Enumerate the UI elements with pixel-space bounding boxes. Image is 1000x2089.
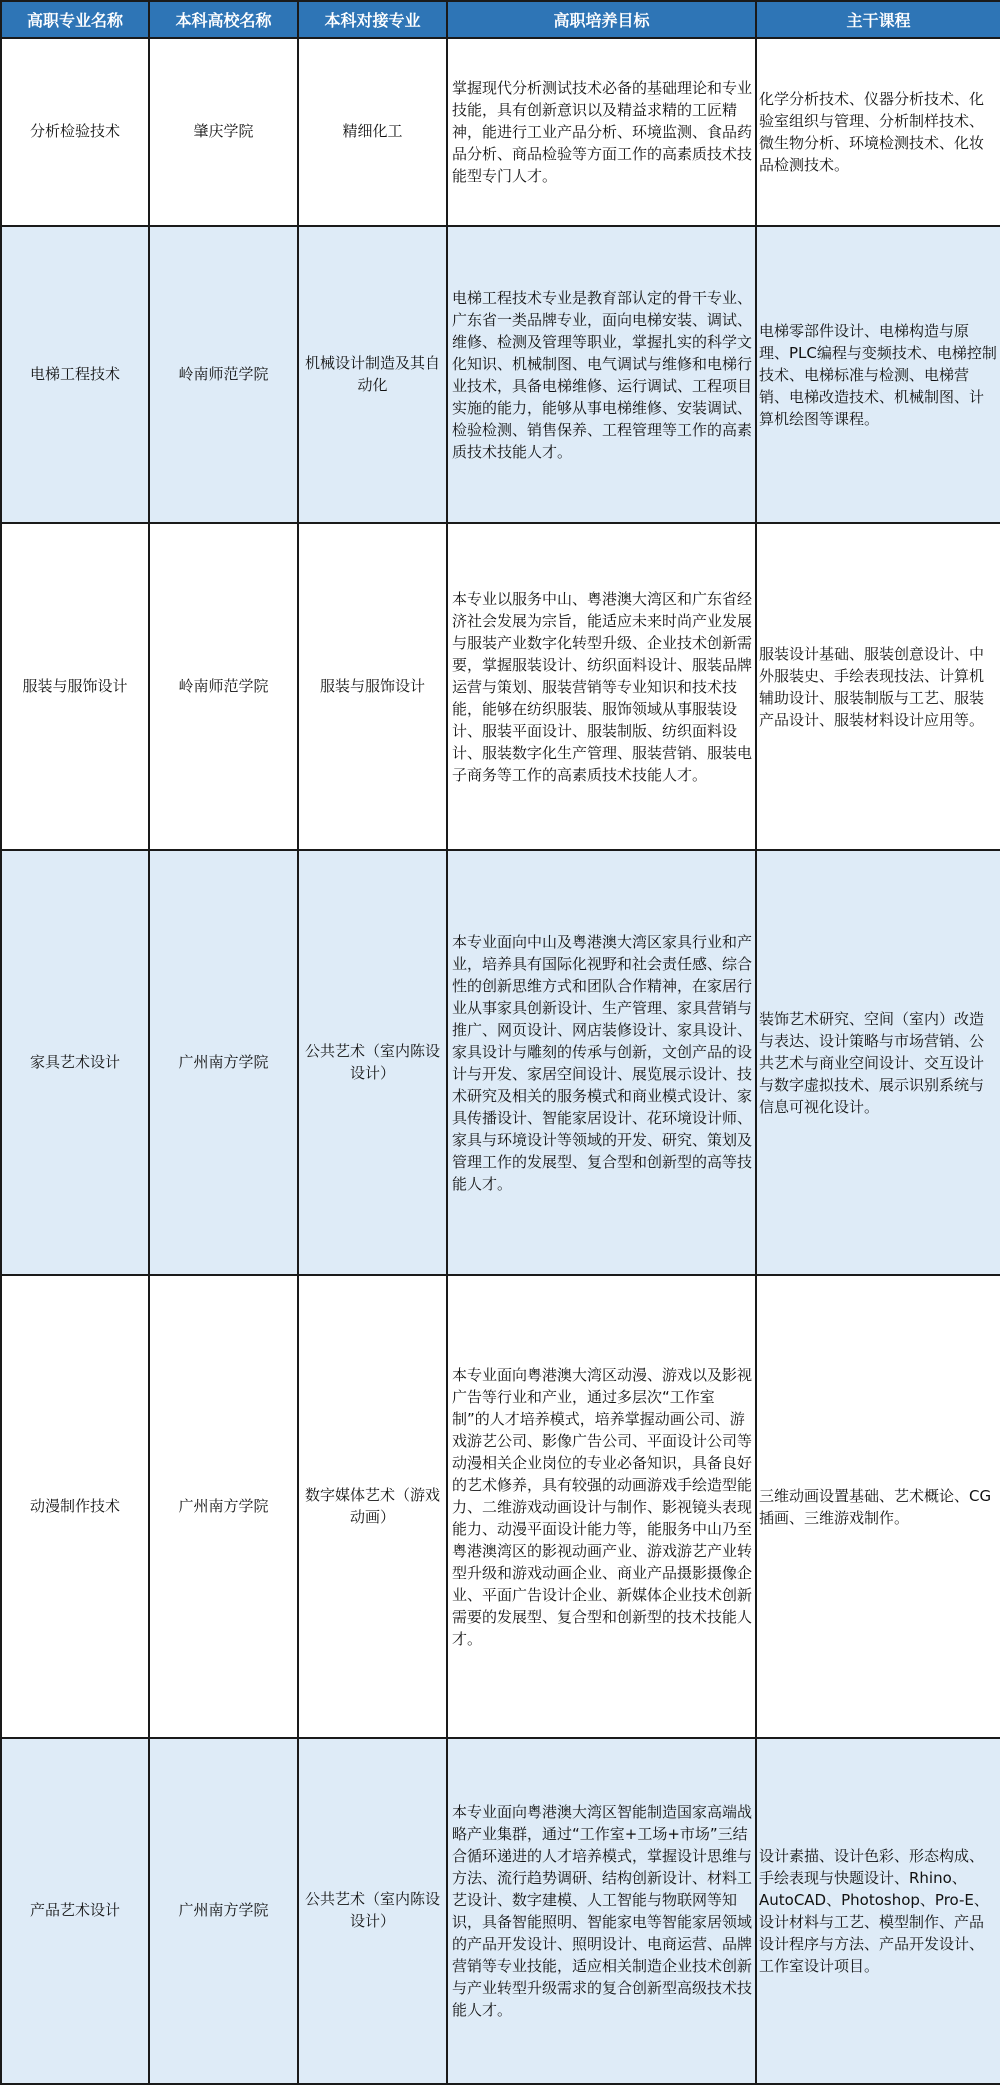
- cell-goal: 本专业面向粤港澳大湾区动漫、游戏以及影视广告等行业和产业，通过多层次“工作室制”的人才培养模式，培养掌握动画公司、游戏游艺公司、影像广告公司、平面设计公司等动漫相关企业岗位的专业必备知识，具备良好的艺术修养，具有较强的动画游戏手绘造型能力、二维游戏动画设计与制作、影视镜头表现能力、动漫平面设计能力等，能服务中山乃至粤港澳湾区的影视动画产业、游戏游艺产业转型升级和游戏动画企业、商业产品摄影摄像企业、平面广告设计企业、新媒体企业技术创新需要的发展型、复合型和创新型的技术技能人才。: [447, 1275, 756, 1738]
- cell-university: 广州南方学院: [149, 850, 298, 1275]
- table-row: [1, 1275, 1000, 1738]
- cell-goal: 掌握现代分析测试技术必备的基础理论和专业技能，具有创新意识以及精益求精的工匠精神，能进行工业产品分析、环境监测、食品药品分析、商品检验等方面工作的高素质技术技能型专门人才。: [447, 38, 756, 226]
- cell-target-major: 公共艺术（室内陈设设计）: [298, 850, 447, 1275]
- header-goal: 高职培养目标: [447, 1, 756, 38]
- cell-target-major: 数字媒体艺术（游戏动画）: [298, 1275, 447, 1738]
- cell-major: 分析检验技术: [1, 38, 149, 226]
- cell-courses: 化学分析技术、仪器分析技术、化验室组织与管理、分析制样技术、微生物分析、环境检测技术、化妆品检测技术。: [756, 38, 1000, 226]
- cell-target-major: 机械设计制造及其自动化: [298, 226, 447, 523]
- cell-goal: 本专业面向中山及粤港澳大湾区家具行业和产业，培养具有国际化视野和社会责任感、综合性的创新思维方式和团队合作精神，在家居行业从事家具创新设计、生产管理、家具营销与推广、网页设计、网店装修设计、家具设计、家具设计与雕刻的传承与创新，文创产品的设计与开发、家居空间设计、展览展示设计、技术研究及相关的服务模式和商业模式设计、家具传播设计、智能家居设计、花环境设计师、家具与环境设计等领域的开发、研究、策划及管理工作的发展型、复合型和创新型的高等技能人才。: [447, 850, 756, 1275]
- cell-target-major: 公共艺术（室内陈设设计）: [298, 1738, 447, 2084]
- header-row: [1, 1, 1000, 38]
- header-major: 高职专业名称: [1, 1, 149, 38]
- table-row: [1, 1738, 1000, 2084]
- table-row: [1, 523, 1000, 850]
- table-row: [1, 226, 1000, 523]
- cell-target-major: 精细化工: [298, 38, 447, 226]
- cell-courses: 设计素描、设计色彩、形态构成、手绘表现与快题设计、Rhino、AutoCAD、Photoshop、Pro-E、设计材料与工艺、模型制作、产品设计程序与方法、产品开发设计、工作室设计项目。: [756, 1738, 1000, 2084]
- cell-courses: 三维动画设置基础、艺术概论、CG插画、三维游戏制作。: [756, 1275, 1000, 1738]
- cell-university: 肇庆学院: [149, 38, 298, 226]
- cell-goal: 本专业面向粤港澳大湾区智能制造国家高端战略产业集群，通过“工作室+工场+市场”三结合循环递进的人才培养模式，掌握设计思维与方法、流行趋势调研、结构创新设计、材料工艺设计、数字建模、人工智能与物联网等知识，具备智能照明、智能家电等智能家居领域的产品开发设计、照明设计、电商运营、品牌营销等专业技能，适应相关制造企业技术创新与产业转型升级需求的复合创新型高级技术技能人才。: [447, 1738, 756, 2084]
- cell-university: 广州南方学院: [149, 1738, 298, 2084]
- cell-university: 岭南师范学院: [149, 523, 298, 850]
- cell-major: 产品艺术设计: [1, 1738, 149, 2084]
- cell-courses: 服装设计基础、服装创意设计、中外服装史、手绘表现技法、计算机辅助设计、服装制版与工艺、服装产品设计、服装材料设计应用等。: [756, 523, 1000, 850]
- cell-major: 家具艺术设计: [1, 850, 149, 1275]
- cell-target-major: 服装与服饰设计: [298, 523, 447, 850]
- header-courses: 主干课程: [756, 1, 1000, 38]
- cell-major: 动漫制作技术: [1, 1275, 149, 1738]
- cell-major: 服装与服饰设计: [1, 523, 149, 850]
- table-row: [1, 38, 1000, 226]
- cell-goal: 本专业以服务中山、粤港澳大湾区和广东省经济社会发展为宗旨，能适应未来时尚产业发展与服装产业数字化转型升级、企业技术创新需要，掌握服装设计、纺织面料设计、服装品牌运营与策划、服装营销等专业知识和技术技能，能够在纺织服装、服饰领域从事服装设计、服装平面设计、服装制版、纺织面料设计、服装数字化生产管理、服装营销、服装电子商务等工作的高素质技术技能人才。: [447, 523, 756, 850]
- table-row: [1, 850, 1000, 1275]
- cell-courses: 电梯零部件设计、电梯构造与原理、PLC编程与变频技术、电梯控制技术、电梯标准与检测、电梯营销、电梯改造技术、机械制图、计算机绘图等课程。: [756, 226, 1000, 523]
- cell-courses: 装饰艺术研究、空间（室内）改造与表达、设计策略与市场营销、公共艺术与商业空间设计、交互设计与数字虚拟技术、展示识别系统与信息可视化设计。: [756, 850, 1000, 1275]
- header-target-major: 本科对接专业: [298, 1, 447, 38]
- cell-goal: 电梯工程技术专业是教育部认定的骨干专业、广东省一类品牌专业，面向电梯安装、调试、维修、检测及管理等职业，掌握扎实的科学文化知识、机械制图、电气调试与维修和电梯行业技术，具备电梯维修、运行调试、工程项目实施的能力，能够从事电梯维修、安装调试、检验检测、销售保养、工程管理等工作的高素质技术技能人才。: [447, 226, 756, 523]
- cell-major: 电梯工程技术: [1, 226, 149, 523]
- header-university: 本科高校名称: [149, 1, 298, 38]
- cell-university: 广州南方学院: [149, 1275, 298, 1738]
- cell-university: 岭南师范学院: [149, 226, 298, 523]
